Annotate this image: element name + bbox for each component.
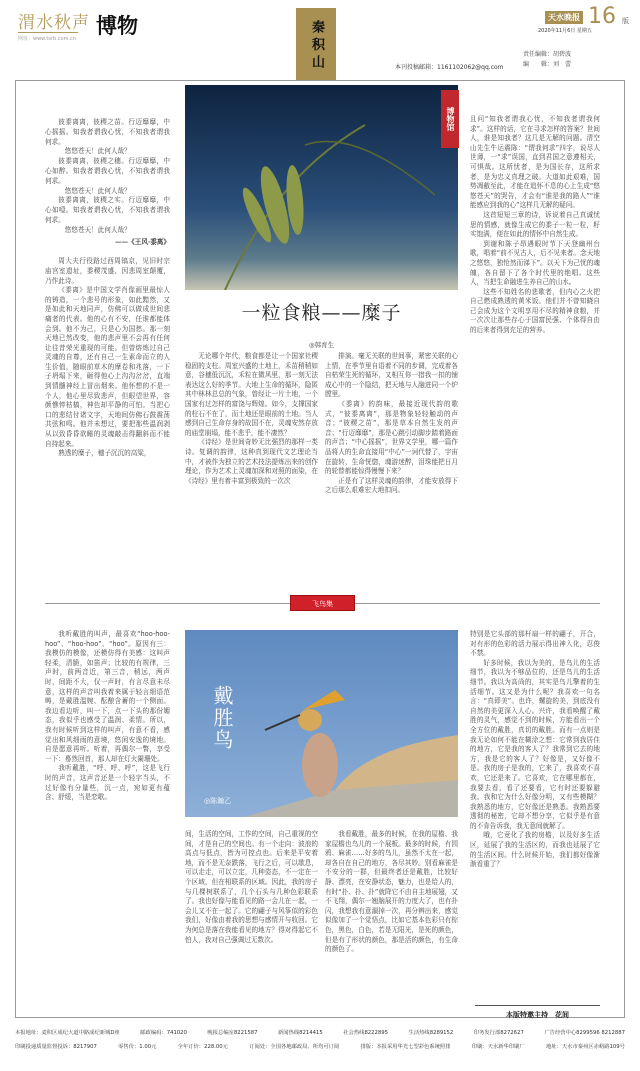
- section-divider-right: [355, 603, 600, 604]
- section-title: 博物: [96, 13, 138, 38]
- brand-name: 渭水秋声: [18, 13, 90, 33]
- page-unit: 版: [622, 17, 629, 25]
- editor: 编 辑：刘 蕾: [523, 61, 572, 68]
- editors: [523, 50, 571, 70]
- article2-col4: 特别是它头部的那杆扇一样的翩子，开合，对有形的色彩的活力展示得出神入化，忍俊不禁。 好多时候，我以为美的，是鸟儿的生活细节，我以为不够品位的，还是鸟儿的生活细节。我以为高尚的，其实是鸟儿擎着的生活细节。这又是为什么呢？我喜欢一句名言：“真即美”。也许，螺旋的美，到底没有自然的美更深入人心。兴许，我看唤醒了戴胜的灵气，感觉不到的时候，方能看出一个全方位的戴胜，真切的戴胜。而有一点则是我无论如何不能在糊涂之想：它常到我居住的地方，它是我的客人了？我常到它去的地方，我是它的客人了？好像是，又好像不是。我的房子是我的，它来了，我喜欢不喜欢，它还是来了。它喜欢，它在哪里都在，我要去看，看了还要看，它有时还要躲避我。我和它为什么好像分明，又有些模糊？我熟悉的地方，它好像还是熟悉。我熟悉要透彻的秘密，它却不想分享，它似乎是有意的不肯告诉我，我无意间就解了。 哦，它竟化了我的房檐，以及好多生活区，延展了我的生活区的，而我也延展了它的生活区间。什么时候开始，我们都好像渐渐看重了？: [470, 630, 600, 869]
- footer-row1: 本报地址：麦积区成纪大道中路成纪新城D座 邮政编码：741020 晚报总编室8221587 新闻热线8214415 社会热线8222895 生活热线8289152 印务发行部8272627 广告经营中心8299596 8212887: [15, 1030, 625, 1036]
- issue-date: 2020年11月6日 星期五: [538, 28, 592, 34]
- article2-col1: 我听戴胜的叫声，最喜欢“hoo-hoo-hoo”、“hoo-hoo”、“hoo”。原因有三：我模仿的模像，还模仿得有美感：这叫声轻柔，清脆，如笛声；比较的有规律，三声时，前两音近，第三音，稍远，两声时，间距不大，仅一声时，有言尽意未尽意，这样的声音叫我着来属于轻言细语范畴，是戴胜温婉、酝酿含蓄的一个侧面。我边看边听，叫一下，点一下头的那份媚态，我似乎也感受了温润、柔情。所以，我有时候听到这样的叫声，有意不看，感觉出和风细雨的意境，悠闲安逸的境地。自是愿意再听。听着，再偶尔一瞥，享受一下：蓦然回首，那人却在灯火阑珊处。 我听戴胜，“呼、呼、呼”，这是飞行时的声音，这声音还是一个轻字当头，不过好像有分量些，沉一点，宛如更有蕴含、舒缓，当是恋歌。: [45, 630, 170, 802]
- brand-url: 网址：www.tsrb.com.cn: [18, 32, 78, 42]
- millet-photo: [185, 85, 458, 290]
- submission-email: 本刊投稿邮箱：1161102062@qq.com: [395, 64, 504, 71]
- guest-host: 本版特邀主持 花间: [475, 1005, 600, 1020]
- article1-col4: 且问“知我者谓我心忧，不知我者谓我何求”。这样的话，它在寻求怎样的答案？世间人，谁是知我者？这几是无解的问题。清空山先生牛运震陈：“谓我何求”四字，说尽人世薄，一“求”误国，直到君国之意遵相关，可惧哉。这所忧者，是为国长存，这所求者，是为忠义真理之破。大道如此艰难，国势凋敝至此，才能在追怀不息的心上生成“悠悠苍天”的哭告，才会有“谁是我的路人”“谁能感应到我的心”这样几无解的疑问。 这首短短三章的诗，诉说着自己真诚忧思的情感，就像生成它的黍子一粒一粒，籽实饱满，便在如此的情怀中自然生成。 到谢和陈子昂遇眼时节下天登幽州台歌，唱着“前不见古人，后不见来者。念天地之悠悠，独怆然而涕下”。以天下为己忧的魂魄，各自留下了各个时代里的绝唱。这些人，当把生命融进生养自己的山水。 这些不知姓名的悲歌者，但内心之火把自己燃成熟透的黄米饭。他们并不曾知晓自己会成为这个文明享用不尽的精神食粮，并一次次让那些存心于国富民强、个体得自由的后来者得到充足的营养。: [470, 115, 600, 335]
- editor-chief: 责任编辑：胡碧波: [523, 51, 572, 58]
- article1-col1: 彼黍离离，彼稷之苗。行迈靡靡，中心摇摇。知我者谓我心忧，不知我者谓我何求。 悠悠苍天！此何人哉？ 彼黍离离，彼稷之穗。行迈靡靡，中心如醉。知我者谓我心忧，不知我者谓我何求。 悠悠苍天！此何人哉？ 彼黍离离，彼稷之实。行迈靡靡，中心如噎。知我者谓我心忧，不知我者谓我何求。 悠悠苍天！此何人哉？ ——《王风·黍离》 周大夫行役路过西周镐京，见旧时宗庙宫室遗址，黍稷茂盛，因悲周室颠覆，乃作此诗。 《黍离》是中国文学肖像画里最惊人的铸造，一个悲号的形象，如此黯然，又是如此和天地同声，仿佛可以做成世间悲痛者的代表。他的心有不安，任谁都能体会到。他不为己，只是心为国愁。那一刻天地已然改变，他的悲声里不会再有任何让往昔荣光重现的可能。但曾熔炼过自己灵魂的自尊，还有自己一生素命而立的人生价值，随眼前草木的摩卷和兆落，一下子坍塌下来，砸得他心上沟沟岔岔，直端到情髓神经上冒出烟来。他怀想的不是一个人，他心里尽致悲声，但眼望世界，容颜憔悴枯槁，神色却平静的可怕。当把心口的悲结付诸文字，天地间仿佛石鼓震荡共弦和鸣。他并未想过，要把那些温润剥从以致昏昏欲睡的灵魂敲击得翻斜而不能自持起来。 熟透的糜子，穗子沉沉的高粱，: [45, 118, 170, 458]
- article2-col3: 我看戴胜，最多的时候，在我的屋檐、我家屋檐也鸟儿的一个展板。最多的时候，有园鸦、麻雀……好多的鸟儿，虽然不太在一起，却各自在自己的地方，各尽其妙。别看麻雀是不安分的一群，但最终者还是戴胜，比较好静、漂亮，在安静状态，魅力，也是给人的，有时“扑、扑、扑”就降它不由自主地展翅，又不飞翔，偶尔一翘脑展开的力度大了，也有扑闪，我想我有意漏掉一次，再分辨出来，感觉似像加了一个觉悟点，比如它基本色彩只有棕色，黑色，白色，若是无阳光，是死的颜色，但是有了形状的颜色，那是活的颜色，有生命的颜色了。: [325, 830, 458, 954]
- photo-title: 戴胜鸟: [210, 685, 234, 751]
- section-divider-left: [45, 603, 290, 604]
- article2-col2: 间，生活的空间，工作的空间，自己重视的空间，才是自己的空间也。有一个走向：波浪的高点与低点，皆为可控点也。后来是平安着地，而不是无奈跌落，飞行之后，可以歇息，可以走走，可以立定，几种姿态，不一定在一个区域，但在相联系的区域。因此，我的房子与几棵树联系了，几个石头与几种色彩联系了。我也好像与能看见的路一会儿在一起，一会儿又不在一起了。它的翩子与风筝似的彩色我们，好像由着我的思想与感情开与收回。它为何总是落在我能看见的地方？得对得起它不怕人，我对自己强调过无数次。: [185, 830, 318, 944]
- article1-title: 一粒食粮——糜子: [241, 302, 402, 324]
- section-stamp: 飞鸟集: [290, 595, 355, 611]
- photo-credit: ◎陈瀚乙: [204, 797, 232, 805]
- article1-col2: 无论哪个年代，粮食都是让一个国家社稷稳固的支柱。周室兴盛的土地上，禾苗稍稍如意，谷穗低沉沉，禾粒在微风里，那一刻无法表达这么好的季节。大地上生命的循环，隐匿其中林林总总的气象，曾经让一片土地，一个国家有过怎样的富饶与辉煌。如今，支撑国家的柱石不在了，而土地还是眼前的土地。当人感到自己生命存身的故国不在，灵魂安然存放的庙堂崩塌，能不悲乎，能不凄然？ 《诗经》是世间奇妙无比强烈的那样一类诗。复调的韵律，这种真到现代文艺理论当中，才被作为独立的艺术技法提炼出来的创作理论，作为艺术上灵魂加深和对照的面染，在《诗经》里有着丰富到极致的一次次: [185, 352, 318, 485]
- article1-col3: 排演。毫无关联的世间事，紧密关联的心上情，在季节里自语着不同的步调，完成着各自枯荣生死的循环，又相互你一措我一扣的铺成心中的一个隐结，把天地与人融进同一个炉膛里。 《黍离》的韵味，最接近现代韵的歌式，“彼黍离离”，那是物象轻轻触动的声音；“彼稷之苗”，那是草本自然生发的声音；“行迈靡靡”，那是心跳引动脚步踏着路面的声音；“中心摇摇”，世界文学里，哪一篇作品将人的生命直接用“中心”一词代替了，宇宙在旋转，生命恍惚，魂游迷醉，泪珠能把日月的轮替都能惊得慢慢下来？ 正是有了这样灵魂的韵律，才能安放得下之后那么艰难宏大地扣问。: [325, 352, 458, 495]
- article1-byline: ◎韩育生: [308, 341, 335, 349]
- poem: 彼黍离离，彼稷之苗。行迈靡靡，中心摇摇。知我者谓我心忧，不知我者谓我何求。 悠悠苍天！此何人哉？ 彼黍离离，彼稷之穗。行迈靡靡，中心如醉。知我者谓我心忧，不知我者谓我何求。 悠悠苍天！此何人哉？ 彼黍离离，彼稷之实。行迈靡靡，中心如噎。知我者谓我心忧，不知我者谓我何求。 悠悠苍天！此何人哉？ ——《王风·黍离》: [45, 118, 170, 246]
- paper-name: 天水晚报: [545, 11, 583, 24]
- poem-source: ——《王风·黍离》: [114, 237, 170, 246]
- masthead-logo: 秦 积 山: [296, 8, 336, 80]
- museum-tag: 博物馆: [441, 90, 459, 148]
- page-number: 16: [588, 4, 616, 29]
- footer-row2: 印刷投递质量监督投诉：8217907 零售价：1.00元 全年订价：228.00元 订阅处：全国各地邮政局、所均可订阅 排版：本报采用华光七型彩色系统照排 印刷：天水新华印刷厂 地址：天水市秦州区赤峪路109号: [15, 1044, 625, 1050]
